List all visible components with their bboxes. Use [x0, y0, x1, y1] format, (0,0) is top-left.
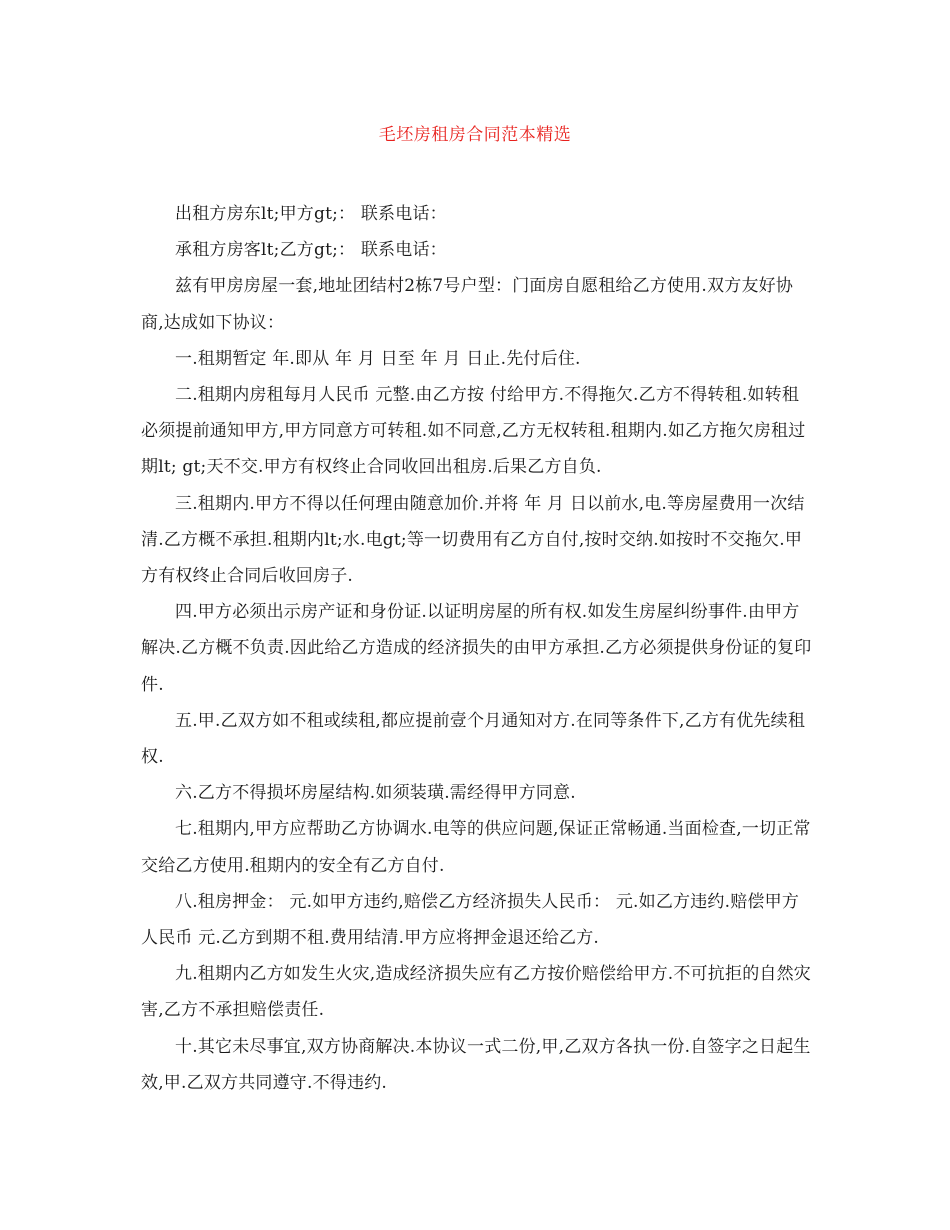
clause-10: 十.其它未尽事宜,双方协商解决.本协议一式二份,甲,乙双方各执一份.自签字之日起生效,甲.乙双方共同遵守.不得违约.: [141, 1036, 811, 1093]
clause-1: 一.租期暂定 年.即从 年 月 日至 年 月 日止.先付后住.: [175, 348, 581, 369]
document-title: 毛坯房租房合同范本精选: [378, 125, 572, 145]
clause-4: 四.甲方必须出示房产证和身份证.以证明房屋的所有权.如发生房屋纠纷事件.由甲方解决.乙方概不负责.因此给乙方造成的经济损失的由甲方承担.乙方必须提供身份证的复印件.: [141, 602, 812, 695]
clause-6: 六.乙方不得损坏房屋结构.如须装璜.需经得甲方同意.: [175, 783, 576, 804]
clause-5: 五.甲.乙双方如不租或续租,都应提前壹个月通知对方.在同等条件下,乙方有优先续租权.: [141, 710, 806, 768]
preamble-paragraph: 兹有甲房房屋一套,地址团结村2栋7号户型：门面房自愿租给乙方使用.双方友好协商,达成如下协议：: [141, 276, 794, 333]
clause-7: 七.租期内,甲方应帮助乙方协调水.电等的供应问题,保证正常畅通.当面检查,一切正常交给乙方使用.租期内的安全有乙方自付.: [141, 819, 811, 876]
clause-2: 二.租期内房租每月人民币 元整.由乙方按 付给甲方.不得拖欠.乙方不得转租.如转租必须提前通知甲方,甲方同意方可转租.如不同意,乙方无权转租.租期内.如乙方拖欠房租过期lt; gt;天不交.甲方有权终止合同收回出租房.后果乙方自负.: [141, 385, 806, 478]
party-a-line: 出租方房东lt;甲方gt;： 联系电话：: [175, 204, 447, 224]
party-b-line: 承租方房客lt;乙方gt;： 联系电话：: [175, 240, 447, 261]
clause-9: 九.租期内乙方如发生火灾,造成经济损失应有乙方按价赔偿给甲方.不可抗拒的自然灾害,乙方不承担赔偿责任.: [141, 964, 812, 1021]
clause-8: 八.租房押金： 元.如甲方违约,赔偿乙方经济损失人民币： 元.如乙方违约.赔偿甲方人民币 元.乙方到期不租.费用结清.甲方应将押金退还给乙方.: [141, 891, 800, 949]
document-body: [141, 196, 813, 1101]
clause-3: 三.租期内.甲方不得以任何理由随意加价.并将 年 月 日以前水,电.等房屋费用一次结清.乙方概不承担.租期内lt;水.电gt;等一切费用有乙方自付,按时交纳.如按时不交拖欠.甲方有权终止合同后收回房子.: [141, 493, 805, 587]
